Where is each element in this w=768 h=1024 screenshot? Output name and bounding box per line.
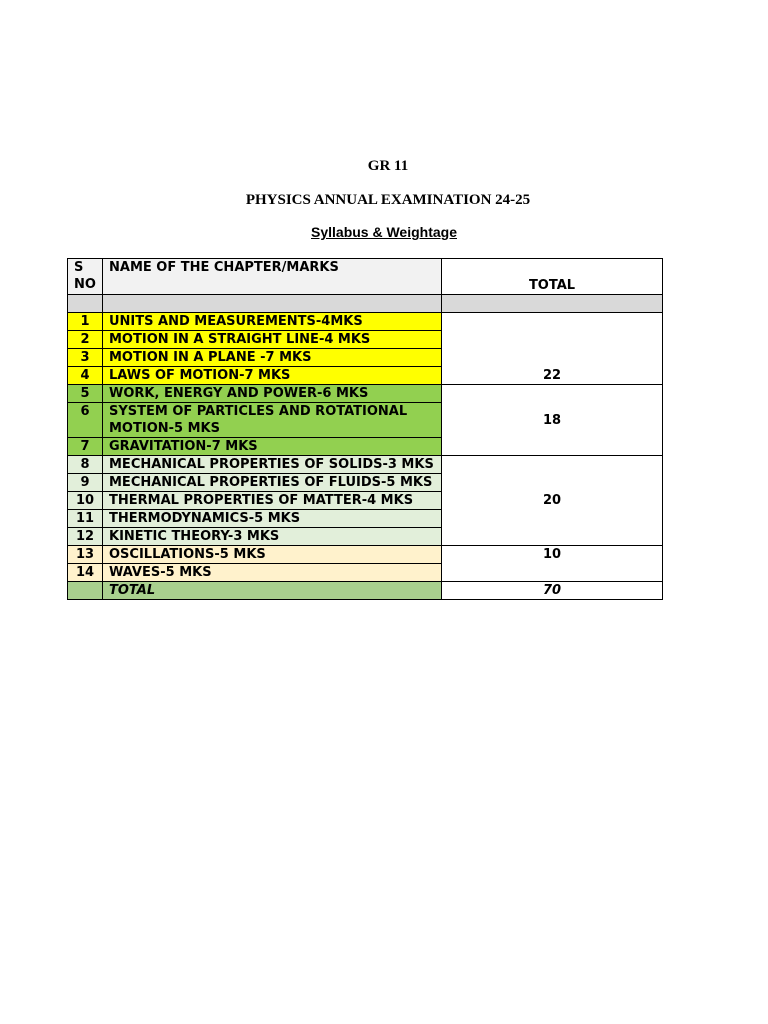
row-sno: 2 xyxy=(68,331,103,349)
row-chapter: LAWS OF MOTION-7 MKS xyxy=(103,367,442,385)
blank-row xyxy=(68,295,663,313)
header-sno xyxy=(68,259,103,295)
total-row xyxy=(68,582,663,600)
blank-cell xyxy=(103,295,442,313)
row-sno: 13 xyxy=(68,546,103,564)
row-sno: 12 xyxy=(68,528,103,546)
row-chapter: MECHANICAL PROPERTIES OF FLUIDS-5 MKS xyxy=(103,474,442,492)
row-sno: 11 xyxy=(68,510,103,528)
row-sno: 7 xyxy=(68,438,103,456)
row-sno: 9 xyxy=(68,474,103,492)
table-row xyxy=(68,456,663,474)
blank-cell xyxy=(442,295,663,313)
row-chapter: MOTION IN A STRAIGHT LINE-4 MKS xyxy=(103,331,442,349)
group-total-1: 22 xyxy=(442,313,663,385)
row-chapter: WAVES-5 MKS xyxy=(103,564,442,582)
grade-heading: GR 11 xyxy=(367,158,409,174)
row-sno: 4 xyxy=(68,367,103,385)
row-chapter: UNITS AND MEASUREMENTS-4MKS xyxy=(103,313,442,331)
row-chapter: THERMAL PROPERTIES OF MATTER-4 MKS xyxy=(103,492,442,510)
row-chapter: OSCILLATIONS-5 MKS xyxy=(103,546,442,564)
row-chapter: MOTION IN A PLANE -7 MKS xyxy=(103,349,442,367)
table-row xyxy=(68,313,663,331)
table-header-row xyxy=(68,259,663,295)
syllabus-subtitle: Syllabus & Weightage xyxy=(311,224,457,240)
row-sno: 1 xyxy=(68,313,103,331)
row-chapter: SYSTEM OF PARTICLES AND ROTATIONAL MOTION-5 MKS xyxy=(103,403,442,438)
exam-heading: PHYSICS ANNUAL EXAMINATION 24-25 xyxy=(245,192,531,208)
header-chapter-name: NAME OF THE CHAPTER/MARKS xyxy=(103,259,442,295)
total-sno-cell xyxy=(68,582,103,600)
row-chapter: KINETIC THEORY-3 MKS xyxy=(103,528,442,546)
row-sno: 3 xyxy=(68,349,103,367)
group-total-3: 20 xyxy=(442,456,663,546)
group-total-2: 18 xyxy=(442,385,663,456)
row-chapter: WORK, ENERGY AND POWER-6 MKS xyxy=(103,385,442,403)
row-sno: 10 xyxy=(68,492,103,510)
row-chapter: MECHANICAL PROPERTIES OF SOLIDS-3 MKS xyxy=(103,456,442,474)
row-chapter: GRAVITATION-7 MKS xyxy=(103,438,442,456)
row-sno: 8 xyxy=(68,456,103,474)
row-chapter: THERMODYNAMICS-5 MKS xyxy=(103,510,442,528)
header-sno-line2: NO xyxy=(74,277,96,292)
header-sno-line1: S xyxy=(74,260,84,275)
grand-total: 70 xyxy=(442,582,663,600)
row-sno: 14 xyxy=(68,564,103,582)
header-total: TOTAL xyxy=(442,259,663,295)
group-total-4: 10 xyxy=(442,546,663,582)
table-row xyxy=(68,546,663,564)
syllabus-table xyxy=(67,258,663,600)
row-sno: 5 xyxy=(68,385,103,403)
blank-cell xyxy=(68,295,103,313)
row-sno: 6 xyxy=(68,403,103,438)
total-label: TOTAL xyxy=(103,582,442,600)
table-row xyxy=(68,385,663,403)
